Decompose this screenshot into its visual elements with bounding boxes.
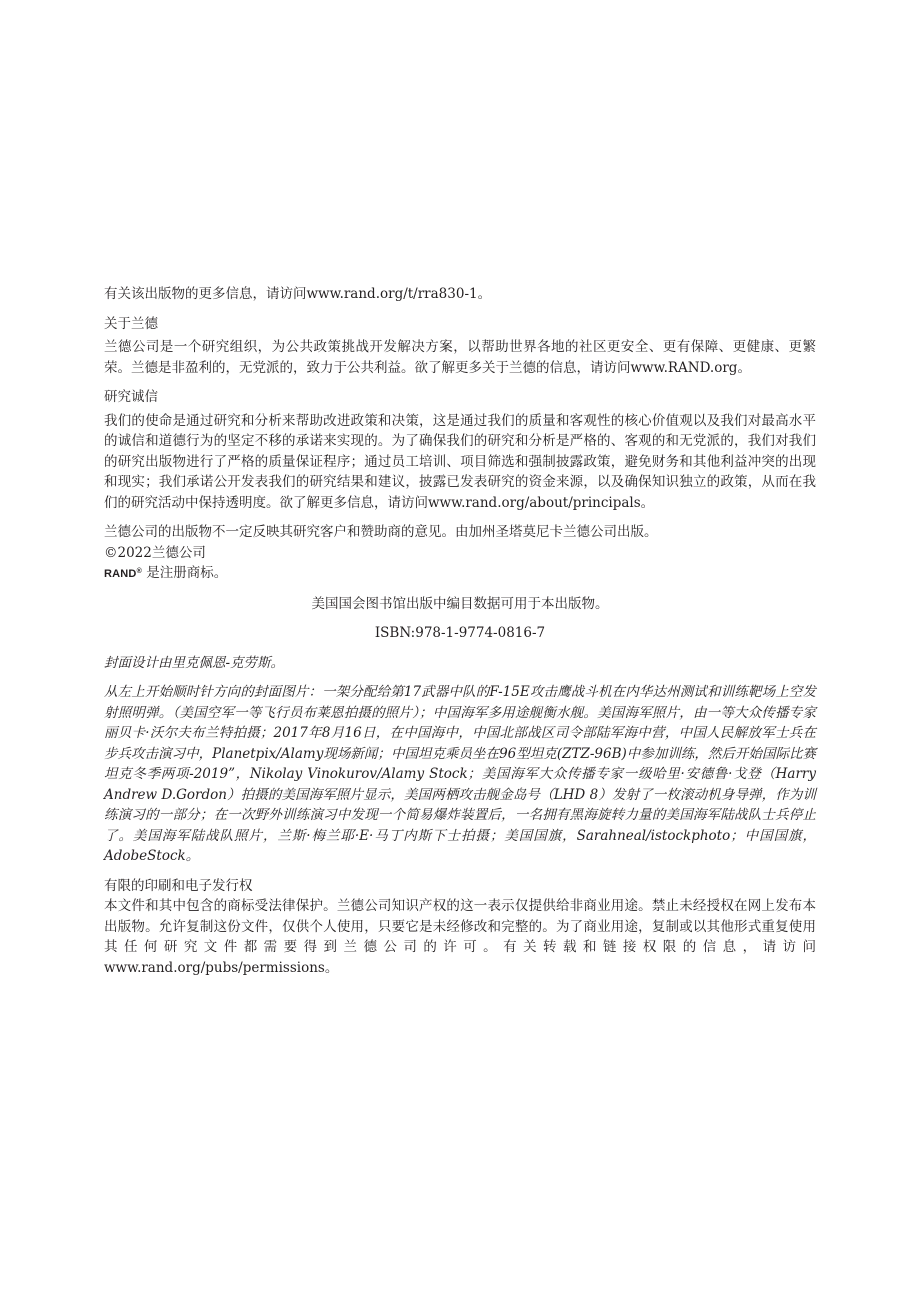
about-section [104, 314, 816, 379]
cover-design-credit: 封面设计由里克佩恩-克劳斯。 [104, 654, 285, 671]
integrity-heading: 研究诚信 [104, 389, 158, 405]
isbn-line: ISBN:978-1-9774-0816-7 [374, 625, 546, 641]
cover-images-credit: 从左上开始顺时针方向的封面图片：一架分配给第17武器中队的F-15E攻击鹰战斗机在内华达州测试和训练靶场上空发射照明弹。（美国空军一等飞行员布莱恩拍摄的照片）；中国海军多用途舰衡水舰。美国海军照片，由一等大众传播专家丽贝卡·沃尔夫布兰特拍摄；2017年8月16日，在中国海中，中国北部战区司令部陆军海中营，中国人民解放军士兵在步兵攻击演习中，Planetpix/Alamy现场新闻；中国坦克乘员坐在96型坦克(ZTZ-96B)中参加训练，然后开始国际比赛坦克冬季两项-2019”，Nikolay Vinokurov/Alamy Stock；美国海军大众传播专家一级哈里·安德鲁·戈登（Harry Andrew D.Gordon）拍摄的美国海军照片显示，美国两栖攻击舰金岛号（LHD 8）发射了一枚滚动机身导弹，作为训练演习的一部分；在一次野外训练演习中发现一个简易爆炸装置后，一名拥有黑海旋转力量的美国海军陆战队士兵停止了。美国海军陆战队照片，兰斯·梅兰耶·E·马丁内斯下士拍摄；美国国旗，Sarahneal/istockphoto；中国国旗，AdobeStock。 [104, 684, 816, 864]
more-info-line: 有关该出版物的更多信息，请访问www.rand.org/t/rra830-1。 [104, 286, 492, 302]
rights-section [104, 876, 816, 979]
copyright-line: ©2022兰德公司 [104, 544, 206, 561]
integrity-section [104, 387, 816, 513]
publisher-disclaimer: 兰德公司的出版物不一定反映其研究客户和赞助商的意见。由加州圣塔莫尼卡兰德公司出版。 [104, 524, 658, 540]
publisher-section [104, 522, 816, 585]
about-heading: 关于兰德 [104, 315, 158, 332]
about-body: 兰德公司是一个研究组织，为公共政策挑战开发解决方案，以帮助世界各地的社区更安全、更有保障、更健康、更繁荣。兰德是非盈利的，无党派的，致力于公共利益。欲了解更多关于兰德的信息，请访问www.RAND.org。 [104, 339, 816, 376]
rights-heading: 有限的印刷和电子发行权 [104, 877, 253, 894]
rand-logo: RAND® [104, 568, 142, 580]
rights-body: 本文件和其中包含的商标受法律保护。兰德公司知识产权的这一表示仅提供给非商业用途。禁止未经授权在网上发布本出版物。允许复制这份文件，仅供个人使用，只要它是未经修改和完整的。为了商业用途，复制或以其他形式重复使用其任何研究文件都需要得到兰德公司的许可。有关转载和链接权限的信息，请访问www.rand.org/pubs/permissions。 [104, 898, 816, 976]
trademark-text: 是注册商标。 [146, 565, 228, 581]
trademark-line [104, 563, 816, 585]
integrity-body: 我们的使命是通过研究和分析来帮助改进政策和决策，这是通过我们的质量和客观性的核心价值观以及我们对最高水平的诚信和道德行为的坚定不移的承诺来实现的。为了确保我们的研究和分析是严格的、客观的和无党派的，我们对我们的研究出版物进行了严格的质量保证程序；通过员工培训、项目筛选和强制披露政策，避免财务和其他利益冲突的出现和现实；我们承诺公开发表我们的研究结果和建议，披露已发表研究的资金来源，以及确保知识独立的政策，从而在我们的研究活动中保持透明度。欲了解更多信息，请访问www.rand.org/about/principals。 [104, 412, 816, 511]
catalog-line: 美国国会图书馆出版中编目数据可用于本出版物。 [311, 595, 609, 612]
page-content [104, 284, 816, 987]
